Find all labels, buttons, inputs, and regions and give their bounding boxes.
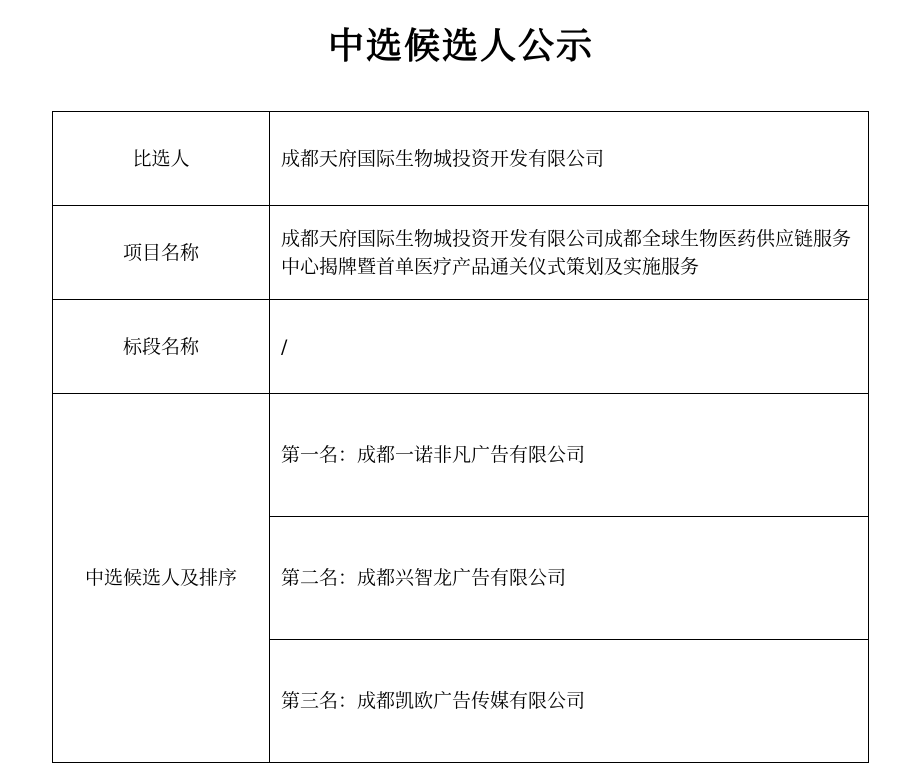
table-row-bidder [53, 112, 869, 206]
table-row-section-name [53, 300, 869, 394]
notice-table [52, 111, 869, 763]
project-name-label: 项目名称 [53, 206, 270, 300]
page-title: 中选候选人公示 [327, 26, 594, 67]
candidates-label: 中选候选人及排序 [53, 394, 270, 763]
table-row-candidate-1 [53, 394, 869, 517]
section-name-value: / [270, 300, 869, 394]
bidder-label: 比选人 [53, 112, 270, 206]
project-name-value: 成都天府国际生物城投资开发有限公司成都全球生物医药供应链服务中心揭牌暨首单医疗产品通关仪式策划及实施服务 [270, 206, 869, 300]
table-row-project-name [53, 206, 869, 300]
candidate-rank-1: 第一名：成都一诺非凡广告有限公司 [270, 394, 869, 517]
section-name-label: 标段名称 [53, 300, 270, 394]
bidder-value: 成都天府国际生物城投资开发有限公司 [270, 112, 869, 206]
candidate-rank-2: 第二名：成都兴智龙广告有限公司 [270, 517, 869, 640]
candidate-rank-3: 第三名：成都凯欧广告传媒有限公司 [270, 640, 869, 763]
